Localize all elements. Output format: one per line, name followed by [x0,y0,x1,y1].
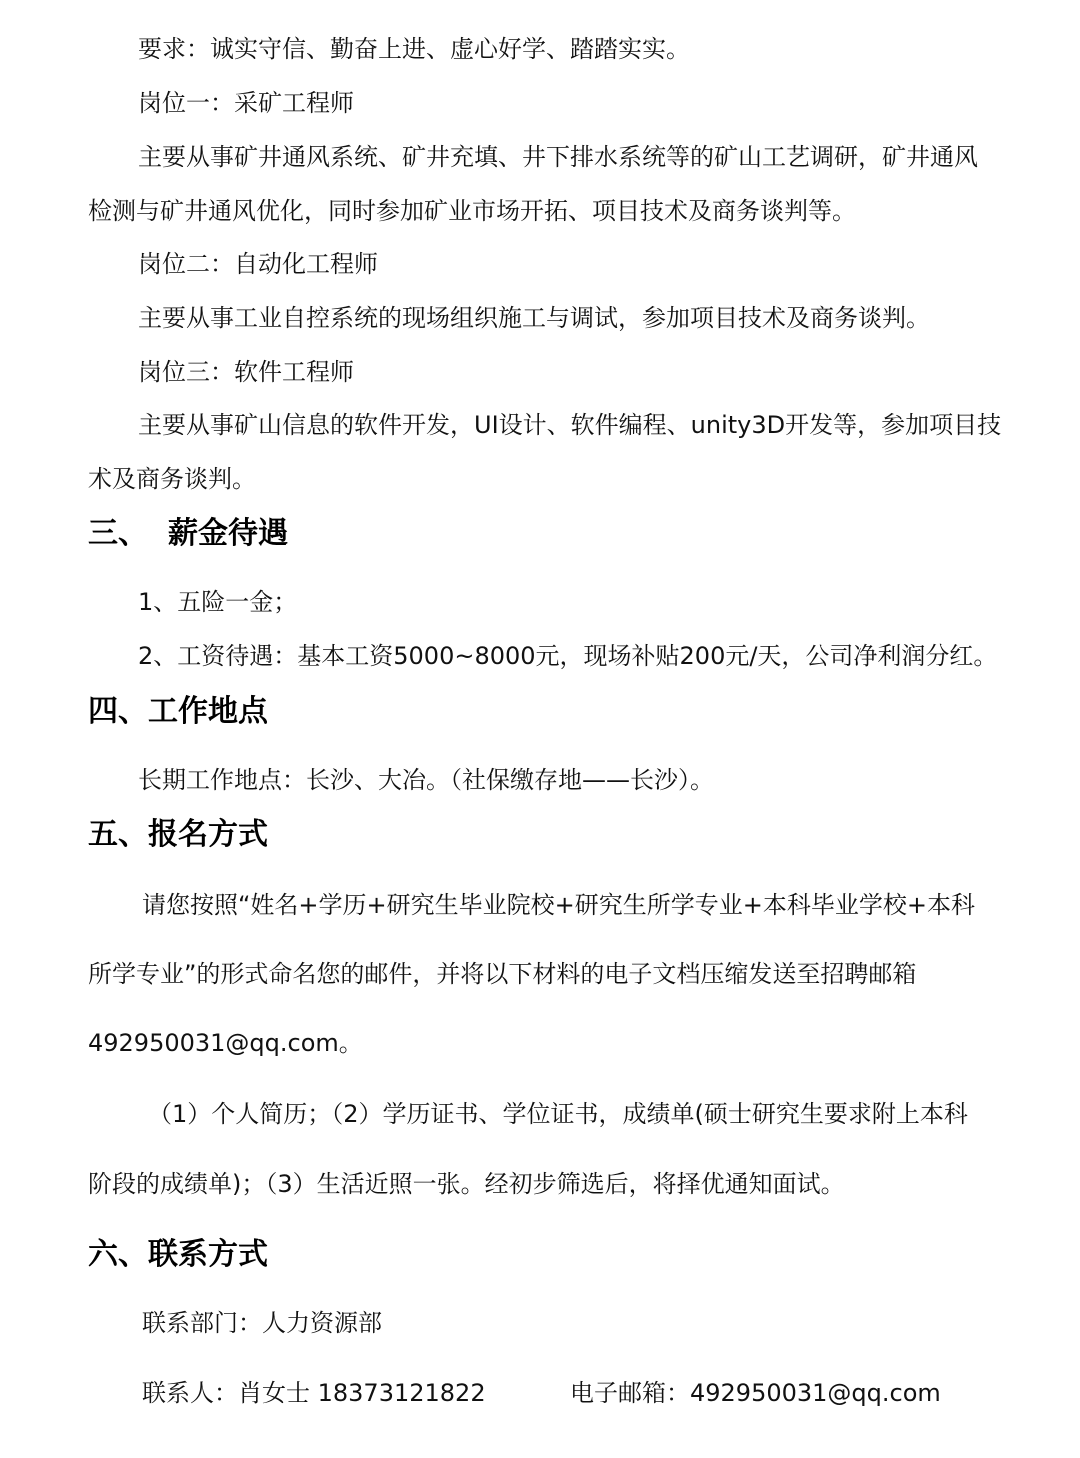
section-six-number: 六、 [88,1237,148,1272]
section-six-title: 联系方式 [148,1237,268,1272]
application-para1-line1: 请您按照“姓名+学历+研究生毕业院校+研究生所学专业+本科毕业学校+本科 [142,891,975,919]
position-one-title: 岗位一：采矿工程师 [138,89,354,117]
position-three-desc-line2: 术及商务谈判。 [88,465,256,493]
requirement-text: 要求：诚实守信、勤奋上进、虚心好学、踏踏实实。 [138,35,690,63]
position-one-desc-line1: 主要从事矿井通风系统、矿井充填、井下排水系统等的矿山工艺调研，矿井通风 [138,143,978,171]
section-three-number: 三、 [88,516,148,551]
section-three-heading [88,514,288,554]
section-five-number: 五、 [88,817,148,852]
position-two-desc-line1: 主要从事工业自控系统的现场组织施工与调试，参加项目技术及商务谈判。 [138,304,930,332]
section-four-title: 工作地点 [148,694,268,729]
position-one-desc-line2: 检测与矿井通风优化，同时参加矿业市场开拓、项目技术及商务谈判等。 [88,197,856,225]
section-five-heading [88,815,268,855]
contact-email[interactable]: 电子邮箱：492950031@qq.com [570,1379,941,1407]
section-four-heading [88,692,268,732]
application-para2-line1: （1）个人简历；（2）学历证书、学位证书，成绩单(硕士研究生要求附上本科 [148,1100,968,1128]
application-email[interactable]: 492950031@qq.com。 [88,1029,363,1057]
section-six-heading [88,1235,268,1275]
work-location-text: 长期工作地点：长沙、大冶。（社保缴存地——长沙）。 [138,766,714,794]
contact-person: 联系人：肖女士 18373121822 [142,1379,486,1407]
section-five-title: 报名方式 [148,817,268,852]
section-four-number: 四、 [88,694,148,729]
section-three-title: 薪金待遇 [168,516,288,551]
benefit-item-1: 1、五险一金； [138,588,298,616]
position-three-title: 岗位三：软件工程师 [138,358,354,386]
contact-department: 联系部门：人力资源部 [142,1309,382,1337]
benefit-item-2: 2、工资待遇：基本工资5000~8000元，现场补贴200元/天，公司净利润分红。 [138,642,998,670]
position-two-title: 岗位二：自动化工程师 [138,250,378,278]
application-para1-line2: 所学专业”的形式命名您的邮件，并将以下材料的电子文档压缩发送至招聘邮箱 [88,960,917,988]
application-para2-line2: 阶段的成绩单)；（3）生活近照一张。经初步筛选后，将择优通知面试。 [88,1170,845,1198]
position-three-desc-line1: 主要从事矿山信息的软件开发，UI设计、软件编程、unity3D开发等，参加项目技 [138,411,1002,439]
